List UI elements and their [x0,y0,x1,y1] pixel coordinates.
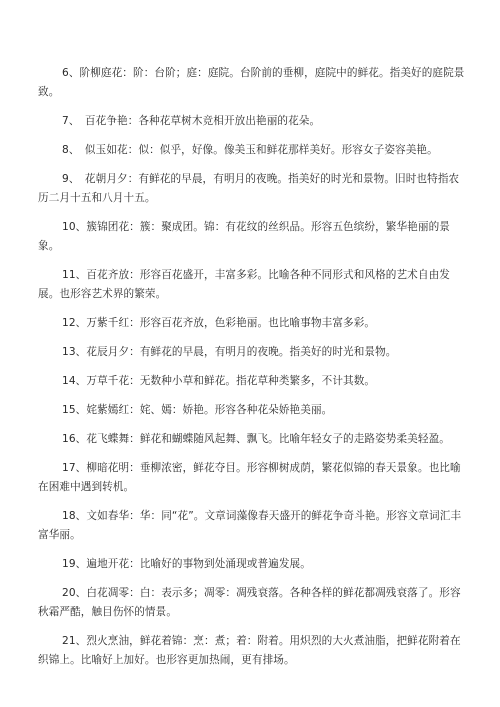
entry-21: 21、烈火烹油，鲜花着锦：烹：煮；着：附着。用炽烈的大火煮油脂，把鲜花附着在织锦上。比喻好上加好。也形容更加热闹，更有排场。 [38,635,461,666]
entry-list [38,64,468,680]
entry-18: 18、文如春华：华：同“花”。文章词藻像春天盛开的鲜花争奇斗艳。形容文章词汇丰富华丽。 [38,510,462,541]
entry-20: 20、白花凋零：白：表示多；凋零：凋残衰落。各种各样的鲜花都凋残衰落了。形容秋霜严酷，触目伤怀的情景。 [38,587,461,618]
entry-10: 10、簇锦团花：簇：聚成团。锦：有花纹的丝织品。形容五色缤纷，繁华艳丽的景 象。 [38,221,450,252]
entry-15: 15、姹紫嫣红：姹、嫣：娇艳。形容各种花朵娇艳美丽。 [62,404,333,416]
entry-8: 8、 似玉如花：似：似乎，好像。像美玉和鲜花那样美好。形容女子姿容美艳。 [62,144,438,156]
entry-9: 9、 花朝月夕：有鲜花的早晨，有明月的夜晚。指美好的时光和景物。旧时也特指农历二月十五和八月十五。 [38,173,460,204]
entry-12: 12、万紫千红：形容百花齐放，色彩艳丽。也比喻事物丰富多彩。 [62,317,376,329]
entry-13: 13、花辰月夕：有鲜花的早晨，有明月的夜晚。指美好的时光和景物。 [62,346,397,358]
entry-6: 6、阶柳庭花：阶：台阶；庭：庭院。台阶前的垂柳，庭院中的鲜花。指美好的庭院景致。 [38,67,465,98]
entry-7: 7、 百花争艳：各种花草树木竞相开放出艳丽的花朵。 [62,115,321,127]
entry-17: 17、柳暗花明：垂柳浓密，鲜花夺目。形容柳树成荫，繁花似锦的春天景象。也比喻在困难中遇到转机。 [38,462,461,493]
entry-14: 14、万草千花：无数种小草和鲜花。指花草种类繁多，不计其数。 [62,375,376,387]
entry-19: 19、遍地开花：比喻好的事物到处涌现或普遍发展。 [62,558,311,570]
entry-16: 16、花飞蝶舞：鲜花和蝴蝶随风起舞、飘飞。比喻年轻女子的走路姿势柔美轻盈。 [62,433,450,445]
entry-11: 11、百花齐放：形容百花盛开，丰富多彩。比喻各种不同形式和风格的艺术自由发展。也形容艺术界的繁荣。 [38,269,450,300]
